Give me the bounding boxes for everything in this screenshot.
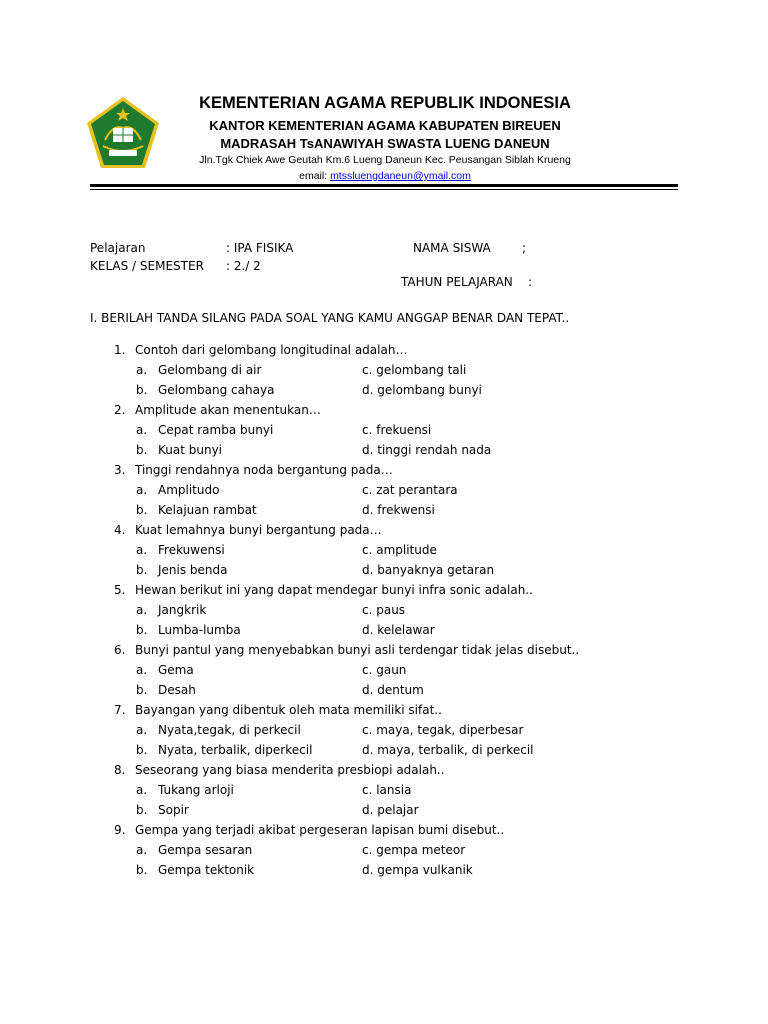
option-c: c. gelombang tali	[362, 363, 467, 377]
option-b: Kelajuan rambat	[158, 503, 257, 517]
option-b-marker: b.	[136, 503, 148, 517]
question-text: Bunyi pantul yang menyebabkan bunyi asli terdengar tidak jelas disebut..	[135, 643, 580, 657]
option-b-marker: b.	[136, 803, 148, 817]
option-a-marker: a.	[136, 843, 148, 857]
option-d: d. maya, terbalik, di perkecil	[362, 743, 534, 757]
pelajaran-value: : IPA FISIKA	[226, 241, 294, 255]
question-number: 2.	[114, 403, 126, 417]
question-text: Amplitude akan menentukan…	[135, 403, 321, 417]
option-b-marker: b.	[136, 563, 148, 577]
option-b: Gelombang cahaya	[158, 383, 275, 397]
school-title: MADRASAH TsANAWIYAH SWASTA LUENG DANEUN	[220, 136, 550, 151]
option-d: d. tinggi rendah nada	[362, 443, 492, 457]
option-b: Jenis benda	[158, 563, 228, 577]
question-text: Bayangan yang dibentuk oleh mata memiliki sifat..	[135, 703, 442, 717]
school-email-line	[170, 170, 600, 182]
option-d: d. pelajar	[362, 803, 419, 817]
option-a-marker: a.	[136, 603, 148, 617]
option-b: Nyata, terbalik, diperkecil	[158, 743, 313, 757]
nama-siswa-label: NAMA SISWA	[413, 241, 491, 255]
instruction: I. BERILAH TANDA SILANG PADA SOAL YANG KAMU ANGGAP BENAR DAN TEPAT..	[90, 311, 570, 325]
ministry-title: KEMENTERIAN AGAMA REPUBLIK INDONESIA	[199, 94, 571, 112]
option-b: Desah	[158, 683, 196, 697]
option-b-marker: b.	[136, 443, 148, 457]
email-link[interactable]: mtssluengdaneun@ymail.com	[330, 170, 471, 182]
question-text: Hewan berikut ini yang dapat mendegar bunyi infra sonic adalah..	[135, 583, 533, 597]
option-a-marker: a.	[136, 363, 148, 377]
option-d: d. kelelawar	[362, 623, 435, 637]
tahun-colon: :	[528, 275, 533, 289]
option-b-marker: b.	[136, 743, 148, 757]
question-text: Seseorang yang biasa menderita presbiopi adalah..	[135, 763, 445, 777]
question-number: 9.	[114, 823, 126, 837]
option-a: Gema	[158, 663, 194, 677]
option-a-marker: a.	[136, 423, 148, 437]
header-rule-thick	[90, 184, 678, 187]
kelas-value: : 2./ 2	[226, 259, 261, 273]
option-c: c. maya, tegak, diperbesar	[362, 723, 524, 737]
option-c: c. amplitude	[362, 543, 437, 557]
pelajaran-label: Pelajaran	[90, 241, 146, 255]
question-text: Contoh dari gelombang longitudinal adalah…	[135, 343, 408, 357]
option-b: Kuat bunyi	[158, 443, 223, 457]
question-number: 1.	[114, 343, 126, 357]
nama-siswa-colon: ;	[522, 241, 527, 255]
kelas-label: KELAS / SEMESTER	[90, 259, 204, 273]
option-a: Gempa sesaran	[158, 843, 253, 857]
option-b-marker: b.	[136, 683, 148, 697]
option-b: Sopir	[158, 803, 189, 817]
option-b-marker: b.	[136, 623, 148, 637]
option-d: d. gelombang bunyi	[362, 383, 482, 397]
question-number: 4.	[114, 523, 126, 537]
option-d: d. dentum	[362, 683, 424, 697]
option-a-marker: a.	[136, 723, 148, 737]
option-a: Amplitudo	[158, 483, 220, 497]
option-c: c. gempa meteor	[362, 843, 466, 857]
question-number: 3.	[114, 463, 126, 477]
option-a: Tukang arloji	[158, 783, 234, 797]
option-a: Frekuwensi	[158, 543, 225, 557]
school-address: Jln.Tgk Chiek Awe Geutah Km.6 Lueng Daneun Kec. Peusangan Siblah Krueng	[199, 154, 571, 166]
question-text: Gempa yang terjadi akibat pergeseran lapisan bumi disebut..	[135, 823, 505, 837]
kemenag-logo	[83, 94, 163, 174]
option-d: d. banyaknya getaran	[362, 563, 495, 577]
header-rule-thin	[90, 189, 678, 190]
option-b-marker: b.	[136, 863, 148, 877]
option-a: Gelombang di air	[158, 363, 262, 377]
option-d: d. frekwensi	[362, 503, 435, 517]
option-c: c. zat perantara	[362, 483, 458, 497]
option-a-marker: a.	[136, 483, 148, 497]
option-c: c. lansia	[362, 783, 412, 797]
question-number: 8.	[114, 763, 126, 777]
question-text: Tinggi rendahnya noda bergantung pada…	[135, 463, 393, 477]
option-a-marker: a.	[136, 663, 148, 677]
option-b: Gempa tektonik	[158, 863, 255, 877]
tahun-label: TAHUN PELAJARAN	[401, 275, 513, 289]
option-b-marker: b.	[136, 383, 148, 397]
question-number: 6.	[114, 643, 126, 657]
option-a-marker: a.	[136, 783, 148, 797]
option-a: Nyata,tegak, di perkecil	[158, 723, 301, 737]
option-a: Cepat ramba bunyi	[158, 423, 274, 437]
option-a: Jangkrik	[158, 603, 207, 617]
question-number: 5.	[114, 583, 126, 597]
question-text: Kuat lemahnya bunyi bergantung pada…	[135, 523, 382, 537]
option-b: Lumba-lumba	[158, 623, 241, 637]
office-title: KANTOR KEMENTERIAN AGAMA KABUPATEN BIREUEN	[209, 118, 561, 133]
option-a-marker: a.	[136, 543, 148, 557]
option-c: c. frekuensi	[362, 423, 432, 437]
question-number: 7.	[114, 703, 126, 717]
option-d: d. gempa vulkanik	[362, 863, 473, 877]
option-c: c. paus	[362, 603, 406, 617]
option-c: c. gaun	[362, 663, 407, 677]
email-label: email:	[299, 170, 331, 182]
